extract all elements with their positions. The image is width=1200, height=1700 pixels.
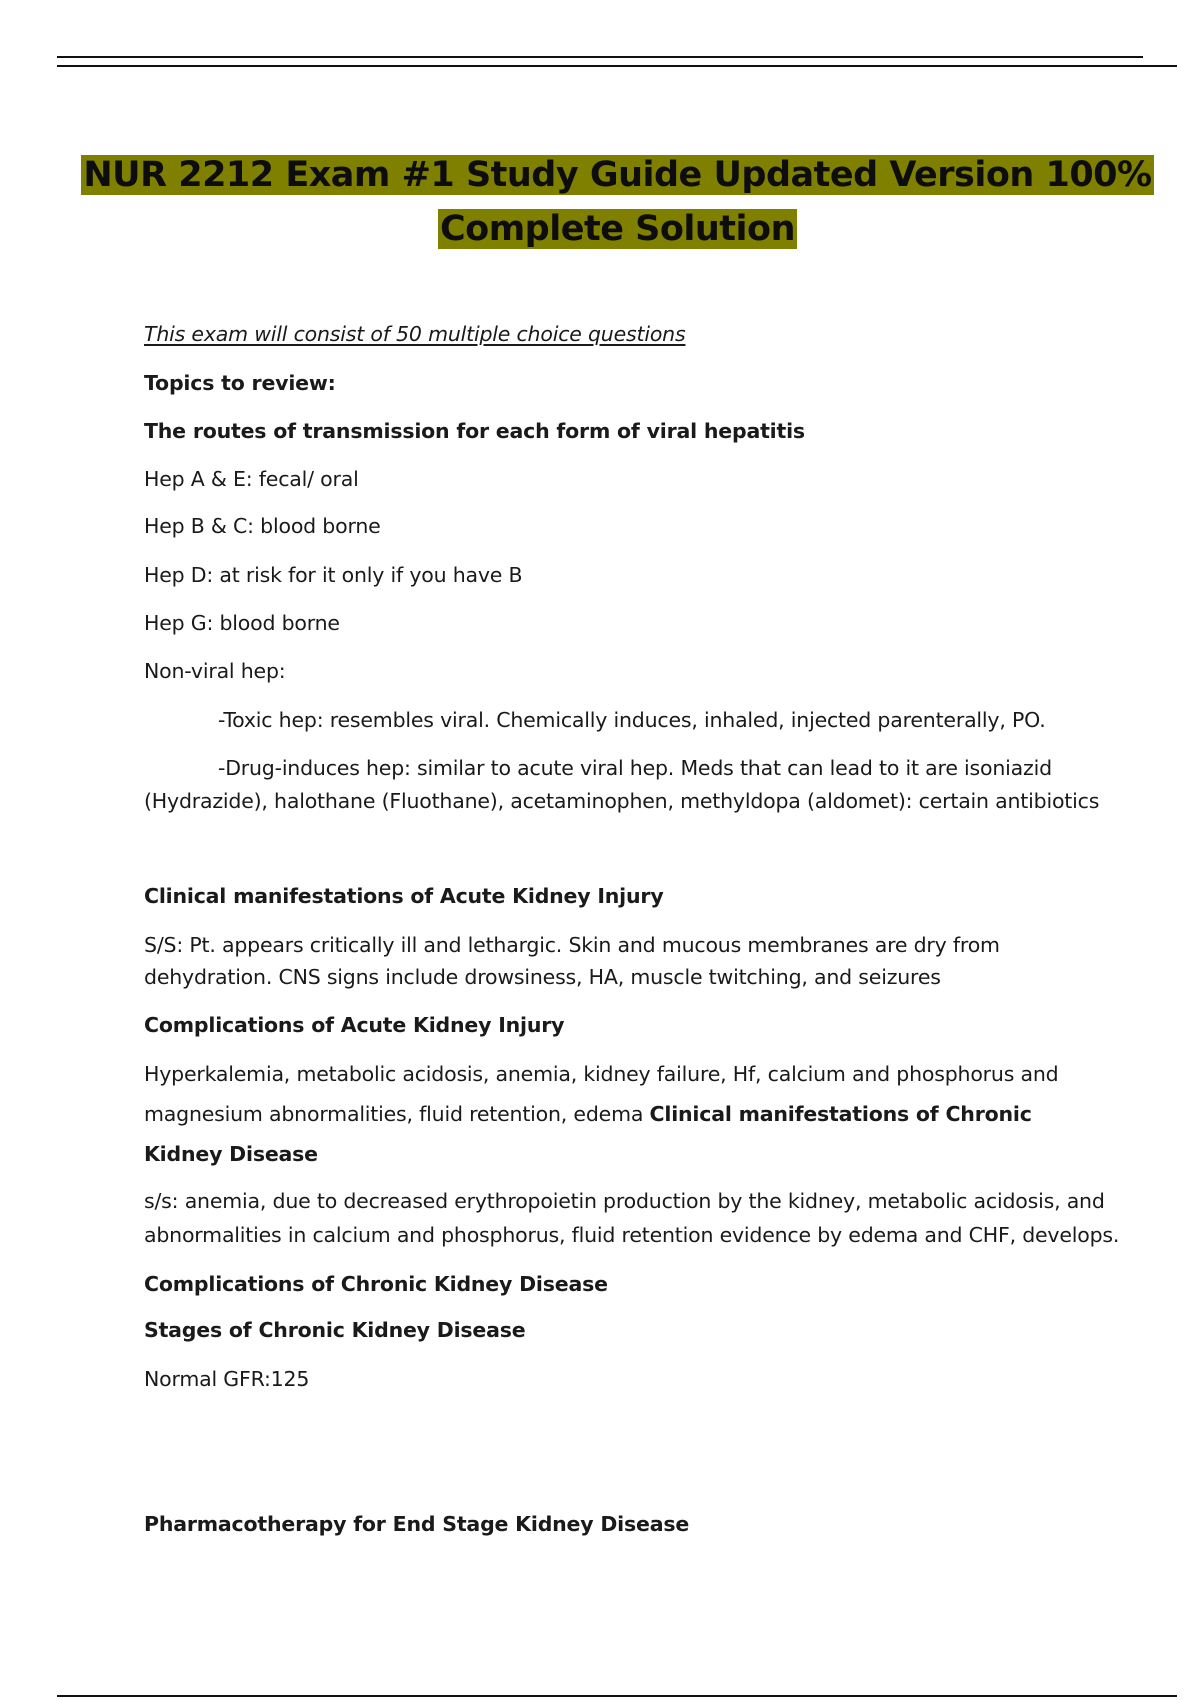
intro-text: This exam will consist of 50 multiple choice questions — [144, 322, 686, 346]
ckd-stages-heading: Stages of Chronic Kidney Disease — [144, 1318, 526, 1342]
drug-hep-line-1: -Drug-induces hep: similar to acute viral hep. Meds that can lead to it are isoniazid — [218, 756, 1052, 780]
aki-complications-heading: Complications of Acute Kidney Injury — [144, 1013, 565, 1037]
aki-comp-line-2-row — [144, 1102, 1032, 1126]
aki-ss-line-1: S/S: Pt. appears critically ill and lethargic. Skin and mucous membranes are dry from — [144, 933, 1000, 957]
ckd-manifestations-heading-part-2: Kidney Disease — [144, 1142, 318, 1166]
document-title — [0, 148, 1200, 256]
hep-bc-text: Hep B & C: blood borne — [144, 514, 381, 538]
aki-comp-line-2: magnesium abnormalities, fluid retention, edema — [144, 1102, 644, 1126]
title-line-1: NUR 2212 Exam #1 Study Guide Updated Version 100% — [83, 155, 1152, 195]
hepatitis-heading: The routes of transmission for each form of viral hepatitis — [144, 419, 805, 443]
bottom-rule — [57, 1695, 1177, 1697]
normal-gfr-text: Normal GFR:125 — [144, 1367, 310, 1391]
top-rule-2 — [57, 65, 1177, 67]
hep-d-text: Hep D: at risk for it only if you have B — [144, 563, 523, 587]
hep-g-text: Hep G: blood borne — [144, 611, 340, 635]
ckd-ss-line-2: abnormalities in calcium and phosphorus, fluid retention evidence by edema and CHF, develops. — [144, 1223, 1120, 1247]
hep-ae-text: Hep A & E: fecal/ oral — [144, 467, 359, 491]
ckd-ss-line-1: s/s: anemia, due to decreased erythropoietin production by the kidney, metabolic acidosis, and — [144, 1189, 1105, 1213]
aki-ss-line-2: dehydration. CNS signs include drowsiness, HA, muscle twitching, and seizures — [144, 965, 941, 989]
top-rule-1 — [57, 56, 1143, 58]
topics-heading: Topics to review: — [144, 371, 336, 395]
title-line-2: Complete Solution — [439, 209, 795, 249]
aki-manifestations-heading: Clinical manifestations of Acute Kidney Injury — [144, 884, 664, 908]
aki-comp-line-1: Hyperkalemia, metabolic acidosis, anemia, kidney failure, Hf, calcium and phosphorus and — [144, 1062, 1059, 1086]
eskd-heading: Pharmacotherapy for End Stage Kidney Disease — [144, 1512, 690, 1536]
toxic-hep-text: -Toxic hep: resembles viral. Chemically induces, inhaled, injected parenterally, PO. — [218, 708, 1046, 732]
drug-hep-line-2: (Hydrazide), halothane (Fluothane), acetaminophen, methyldopa (aldomet): certain antibiotics — [144, 789, 1100, 813]
ckd-complications-heading: Complications of Chronic Kidney Disease — [144, 1272, 608, 1296]
nonviral-text: Non-viral hep: — [144, 659, 286, 683]
ckd-manifestations-heading-part-1: Clinical manifestations of Chronic — [649, 1102, 1032, 1126]
